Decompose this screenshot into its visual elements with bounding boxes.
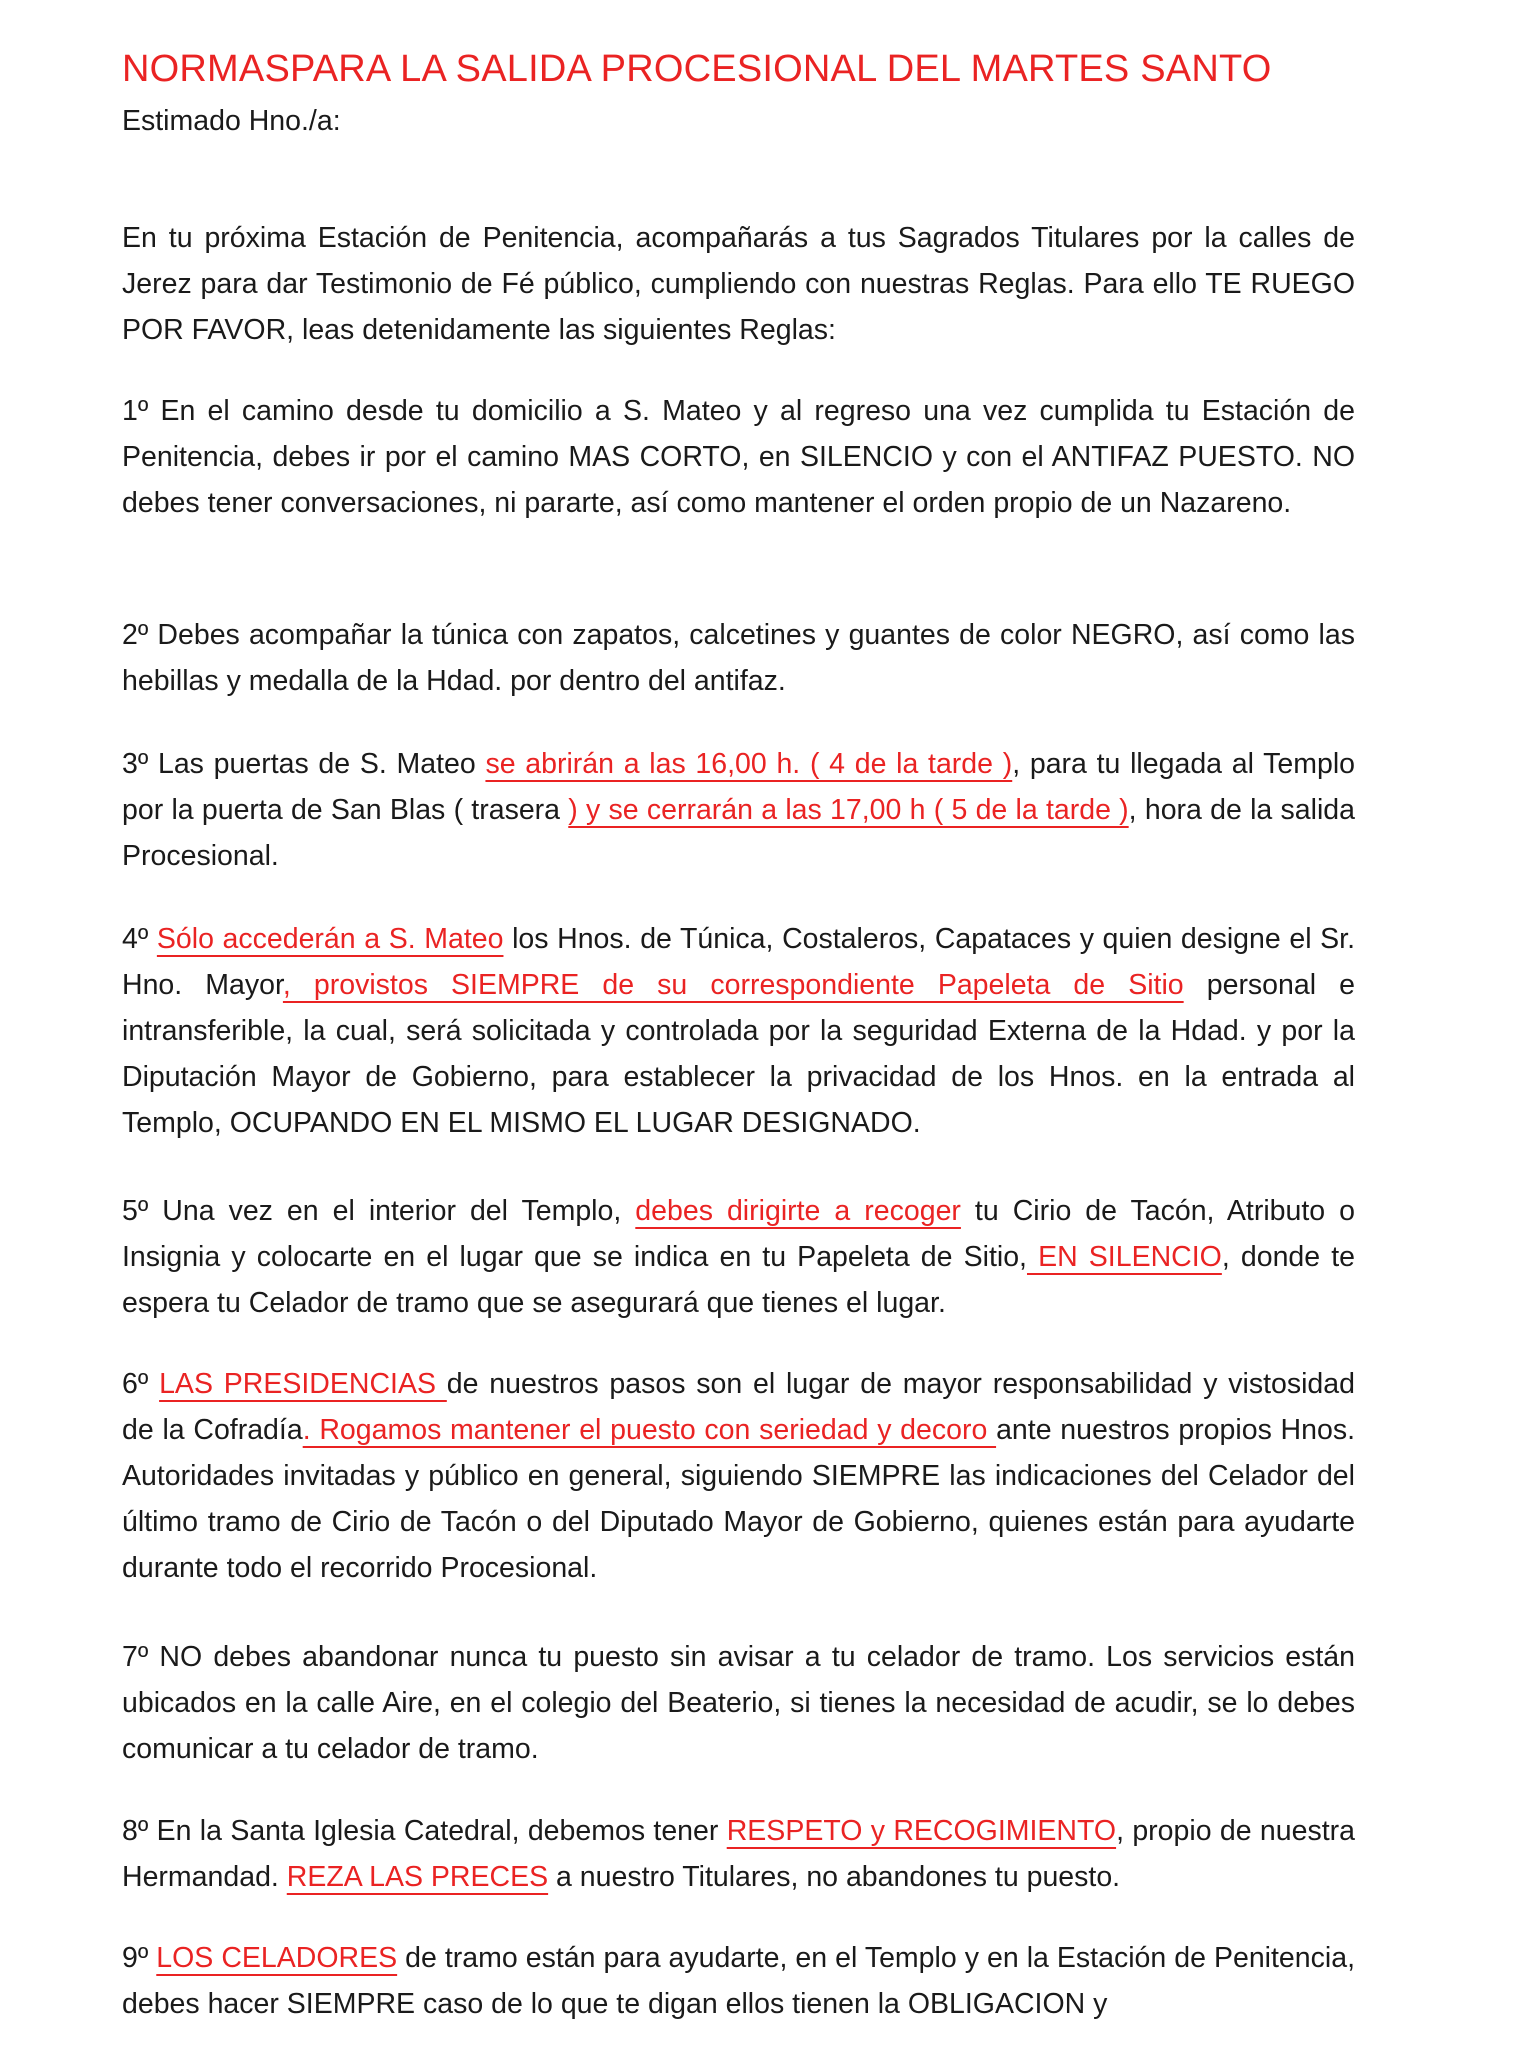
rule-9 bbox=[122, 1935, 1355, 2027]
rule-4 bbox=[122, 916, 1355, 1146]
rule-6-text-a: 6º bbox=[122, 1368, 160, 1400]
rule-9-text-b: de tramo están para ayudarte, en el Templo y en la Estación de Penitencia, debes hacer SIEMPRE caso de lo que te digan ellos tienen la OBLIGACION y bbox=[122, 1942, 1355, 2020]
rule-6-text-c: ante nuestros propios Hnos. Autoridades invitadas y público en general, siguiendo SIEMPRE las indicaciones del Celador del último tramo de Cirio de Tacón o del Diputado Mayor de Gobierno, quienes están para ayudarte durante todo el recorrido Procesional. bbox=[122, 1414, 1356, 1584]
rule-5-highlight-recoger: debes dirigirte a recoger bbox=[635, 1195, 961, 1227]
rule-3-text-b: , para tu llegada al Templo por la puerta de San Blas ( trasera bbox=[122, 748, 1356, 826]
rule-8 bbox=[122, 1808, 1355, 1900]
rule-5-text-c: , donde te espera tu Celador de tramo que se asegurará que tienes el lugar. bbox=[122, 1241, 1356, 1319]
rule-8-highlight-respeto: RESPETO y RECOGIMIENTO bbox=[726, 1815, 1117, 1847]
rule-5-text-b: tu Cirio de Tacón, Atributo o Insignia y colocarte en el lugar que se indica en tu Papeleta de Sitio, bbox=[122, 1195, 1355, 1273]
intro-paragraph: En tu próxima Estación de Penitencia, acompañarás a tus Sagrados Titulares por la calles de Jerez para dar Testimonio de Fé público, cumpliendo con nuestras Reglas. Para ello TE RUEGO POR FAVOR, leas detenidamente las siguientes Reglas: bbox=[122, 222, 1355, 346]
rule-3-text-a: 3º Las puertas de S. Mateo bbox=[122, 748, 486, 780]
rule-3-text-c: , hora de la salida Procesional. bbox=[122, 794, 1355, 872]
salutation: Estimado Hno./a: bbox=[122, 105, 341, 137]
rule-4-text-b: los Hnos. de Túnica, Costaleros, Capataces y quien designe el Sr. Hno. Mayor bbox=[122, 923, 1355, 1001]
rule-3 bbox=[122, 741, 1355, 879]
rule-4-text-a: 4º bbox=[122, 923, 157, 955]
rule-8-highlight-preces: REZA LAS PRECES bbox=[286, 1861, 549, 1893]
rule-6 bbox=[122, 1361, 1355, 1591]
document-title: NORMASPARA LA SALIDA PROCESIONAL DEL MARTES SANTO bbox=[122, 48, 1272, 90]
rule-5-highlight-silencio: EN SILENCIO bbox=[1026, 1241, 1222, 1273]
rule-6-highlight-seriedad: . Rogamos mantener el puesto con seriedad y decoro bbox=[302, 1414, 997, 1446]
rule-1: 1º En el camino desde tu domicilio a S. Mateo y al regreso una vez cumplida tu Estación de Penitencia, debes ir por el camino MAS CORTO, en SILENCIO y con el ANTIFAZ PUESTO. NO debes tener conversaciones, ni pararte, así como mantener el orden propio de un Nazareno. bbox=[122, 395, 1355, 519]
rule-9-highlight-celadores: LOS CELADORES bbox=[156, 1942, 398, 1974]
rule-8-text-b: , propio de nuestra Hermandad. bbox=[122, 1815, 1355, 1893]
rule-3-highlight-open-time: se abrirán a las 16,00 h. ( 4 de la tarde ) bbox=[485, 748, 1013, 780]
rule-2: 2º Debes acompañar la túnica con zapatos, calcetines y guantes de color NEGRO, así como las hebillas y medalla de la Hdad. por dentro del antifaz. bbox=[122, 619, 1355, 697]
rule-6-text-b: de nuestros pasos son el lugar de mayor responsabilidad y vistosidad de la Cofradía bbox=[122, 1368, 1355, 1446]
rule-4-text-c: personal e intransferible, la cual, será solicitada y controlada por la seguridad Externa de la Hdad. y por la Diputación Mayor de Gobierno, para establecer la privacidad de los Hnos. en la entrada al Templo, OCUPANDO EN EL MISMO EL LUGAR DESIGNADO. bbox=[122, 969, 1355, 1139]
rule-3-highlight-close-time: ) y se cerrarán a las 17,00 h ( 5 de la tarde ) bbox=[568, 794, 1129, 826]
rule-7: 7º NO debes abandonar nunca tu puesto sin avisar a tu celador de tramo. Los servicios están ubicados en la calle Aire, en el colegio del Beaterio, si tienes la necesidad de acudir, se lo debes comunicar a tu celador de tramo. bbox=[122, 1641, 1355, 1765]
rule-4-highlight-papeleta: , provistos SIEMPRE de su correspondiente Papeleta de Sitio bbox=[282, 969, 1184, 1001]
rule-5-text-a: 5º Una vez en el interior del Templo, bbox=[122, 1195, 636, 1227]
rule-9-text-a: 9º bbox=[122, 1942, 157, 1974]
rule-5 bbox=[122, 1188, 1355, 1326]
rule-6-highlight-presidencias: LAS PRESIDENCIAS bbox=[159, 1368, 447, 1400]
rule-8-text-c: a nuestro Titulares, no abandones tu puesto. bbox=[548, 1861, 1121, 1893]
rule-8-text-a: 8º En la Santa Iglesia Catedral, debemos tener bbox=[122, 1815, 727, 1847]
rule-4-highlight-access: Sólo accederán a S. Mateo bbox=[156, 923, 504, 955]
